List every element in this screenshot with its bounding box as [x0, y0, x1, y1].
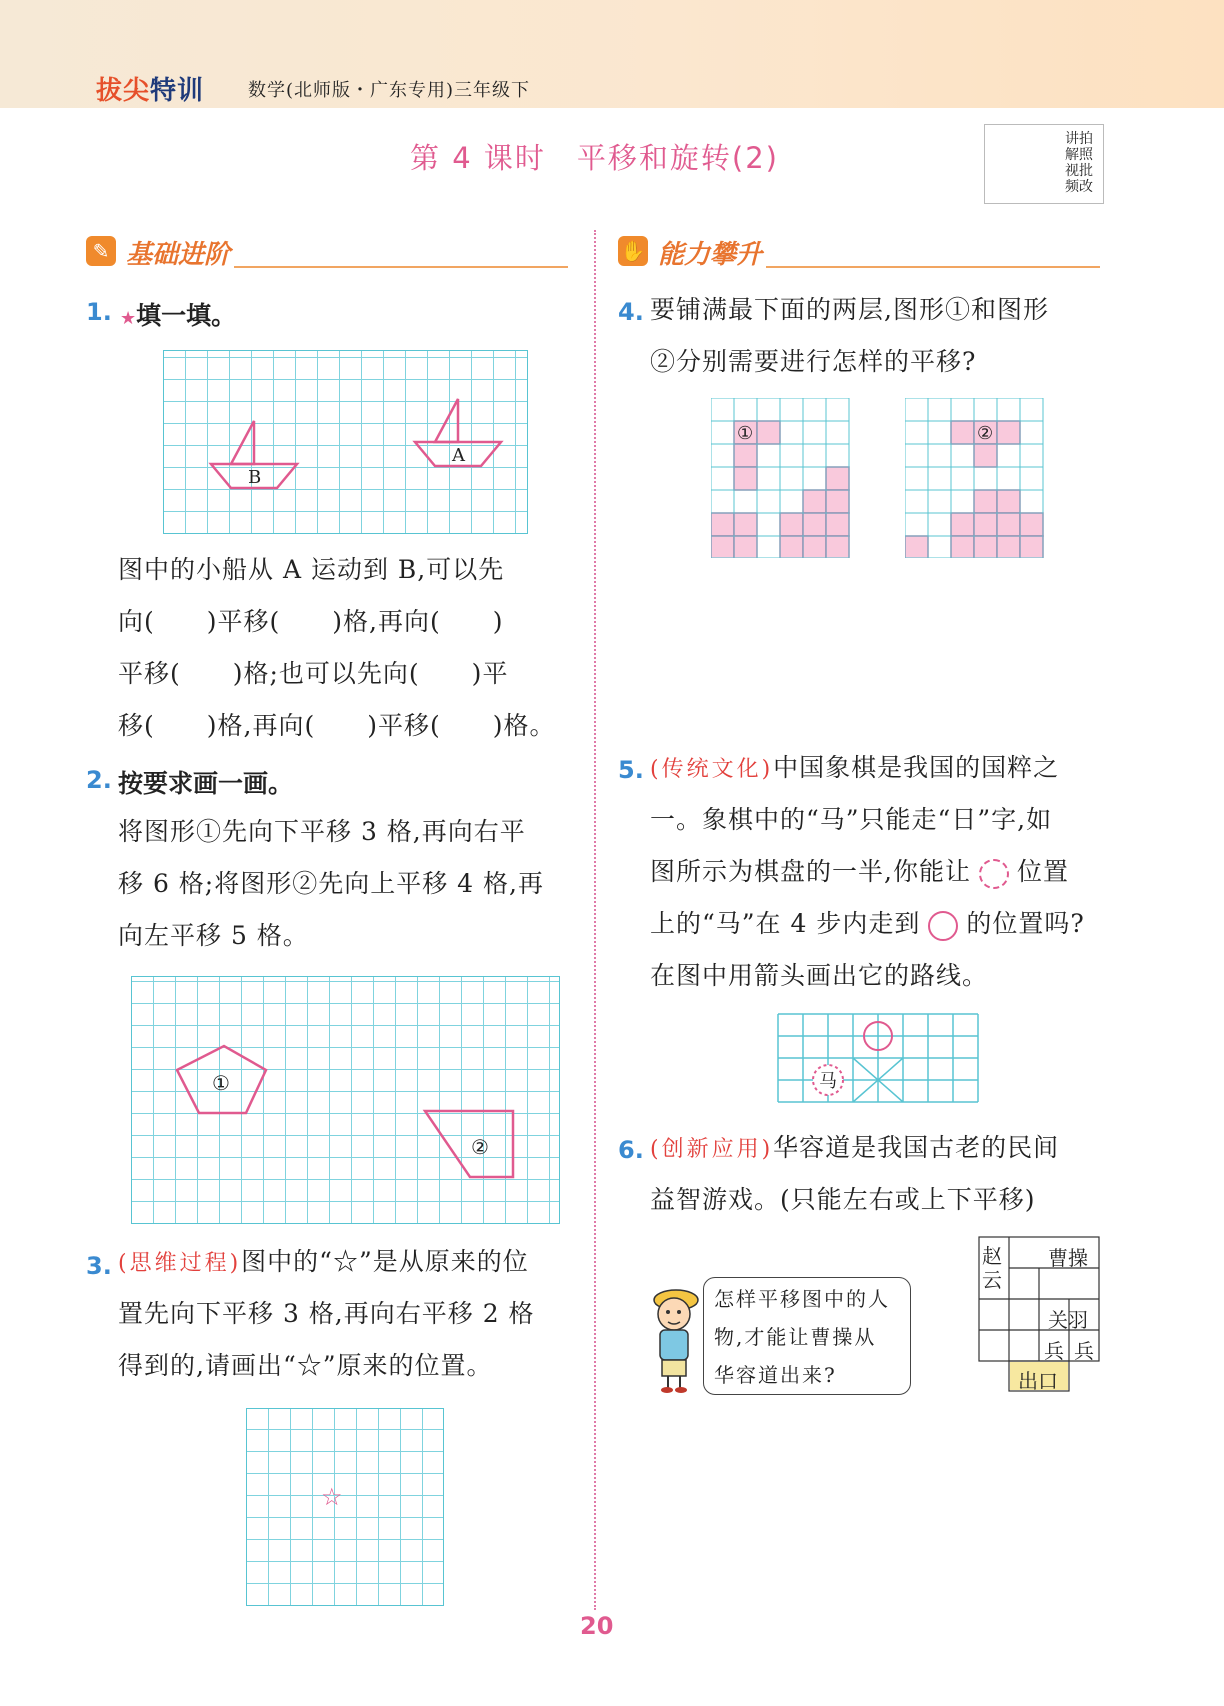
speech-bubble	[703, 1277, 911, 1395]
q2-text-line: 移 6 格;将图形②先向上平移 4 格,再	[118, 869, 544, 898]
q2-text-line: 向左平移 5 格。	[118, 921, 309, 950]
piece-bing: 兵	[1074, 1339, 1094, 1363]
q3-text-line: 置先向下平移 3 格,再向右平移 2 格	[118, 1299, 535, 1328]
question-number: 4.	[618, 298, 644, 326]
q4-grid-1	[711, 398, 851, 558]
boat-a-label: A	[452, 445, 465, 466]
q3-text-line: (思维过程)图中的“☆”是从原来的位	[118, 1247, 529, 1276]
q1-text-line: 图中的小船从 A 运动到 B,可以先	[118, 555, 505, 584]
dashed-circle-icon	[979, 859, 1009, 889]
question-number: 6.	[618, 1136, 644, 1164]
boy-cartoon-icon	[646, 1282, 704, 1394]
q1-grid	[163, 350, 528, 534]
piece-zhaoyun: 赵 云	[982, 1244, 1002, 1292]
question-title: 按要求画一画。	[118, 769, 294, 798]
solid-circle-icon	[928, 911, 958, 941]
section-title-left: 基础进阶	[126, 240, 231, 270]
star-icon: ☆	[321, 1483, 343, 1511]
section-icon: ✋	[618, 236, 648, 266]
exit-label: 出口	[1018, 1369, 1058, 1393]
brand-logo: 拔尖特训	[96, 76, 205, 106]
q3-grid	[246, 1408, 444, 1606]
qr-box[interactable]	[984, 124, 1104, 204]
q4-grid-2	[905, 398, 1045, 558]
lesson-title: 第 4 课时 平移和旋转(2)	[410, 141, 779, 175]
question-number: 2.	[86, 766, 112, 794]
speech-line: 物,才能让曹操从	[714, 1325, 877, 1349]
question-number: 5.	[618, 756, 644, 784]
q1-text-line: 平移( )格;也可以先向( )平	[118, 659, 509, 688]
q4-text-line: ②分别需要进行怎样的平移?	[650, 347, 977, 376]
question-title: ★填一填。	[120, 301, 237, 330]
horse-piece: 马	[819, 1071, 837, 1092]
column-divider	[594, 230, 596, 1610]
huarongdao-board	[978, 1236, 1102, 1392]
q5-text-line: (传统文化)中国象棋是我国的国粹之	[650, 753, 1060, 782]
section-underline	[234, 266, 568, 268]
section-title-right: 能力攀升	[658, 240, 763, 270]
q5-text-line: 上的“马”在 4 步内走到 的位置吗?	[650, 898, 1085, 950]
quad-shape	[425, 1111, 513, 1177]
boat-a-sail	[435, 399, 458, 442]
boat-b-label: B	[248, 467, 262, 488]
q2-shapes	[132, 977, 559, 1223]
qr-label: 讲拍 解照 视批 频改	[1065, 131, 1093, 195]
section-underline	[766, 266, 1100, 268]
q4-text-line: 要铺满最下面的两层,图形①和图形	[650, 295, 1049, 324]
piece-bing: 兵	[1044, 1339, 1064, 1363]
q5-text-line: 在图中用箭头画出它的路线。	[650, 961, 989, 990]
star-icon: ★	[120, 308, 137, 329]
speech-line: 华容道出来?	[714, 1363, 837, 1387]
q6-text-line: 益智游戏。(只能左右或上下平移)	[650, 1185, 1036, 1214]
section-icon: ✎	[86, 236, 116, 266]
shape-1-label: ①	[212, 1071, 230, 1095]
q2-grid	[131, 976, 560, 1224]
q4-shape-2-label: ②	[977, 423, 994, 444]
q1-boats	[164, 351, 527, 533]
speech-line: 怎样平移图中的人	[714, 1287, 890, 1311]
q3-text-line: 得到的,请画出“☆”原来的位置。	[118, 1351, 493, 1380]
q5-text-line: 一。象棋中的“马”只能走“日”字,如	[650, 805, 1053, 834]
q1-text-line: 向( )平移( )格,再向( )	[118, 607, 504, 636]
q1-text-line: 移( )格,再向( )平移( )格。	[118, 711, 556, 740]
piece-caocao: 曹操	[1048, 1246, 1088, 1270]
book-title: 数学(北师版・广东专用)三年级下	[248, 80, 531, 101]
shape-2-label: ②	[471, 1135, 489, 1159]
boat-b-sail	[231, 421, 254, 464]
piece-guanyu: 关羽	[1048, 1308, 1088, 1332]
chess-board	[776, 1012, 980, 1108]
question-number: 1.	[86, 298, 112, 326]
q2-text-line: 将图形①先向下平移 3 格,再向右平	[118, 817, 526, 846]
question-number: 3.	[86, 1252, 112, 1280]
page-number: 20	[580, 1612, 614, 1640]
q6-text-line: (创新应用)华容道是我国古老的民间	[650, 1133, 1060, 1162]
q4-shape-1-label: ①	[737, 423, 754, 444]
q5-text-line: 图所示为棋盘的一半,你能让 位置	[650, 846, 1069, 898]
